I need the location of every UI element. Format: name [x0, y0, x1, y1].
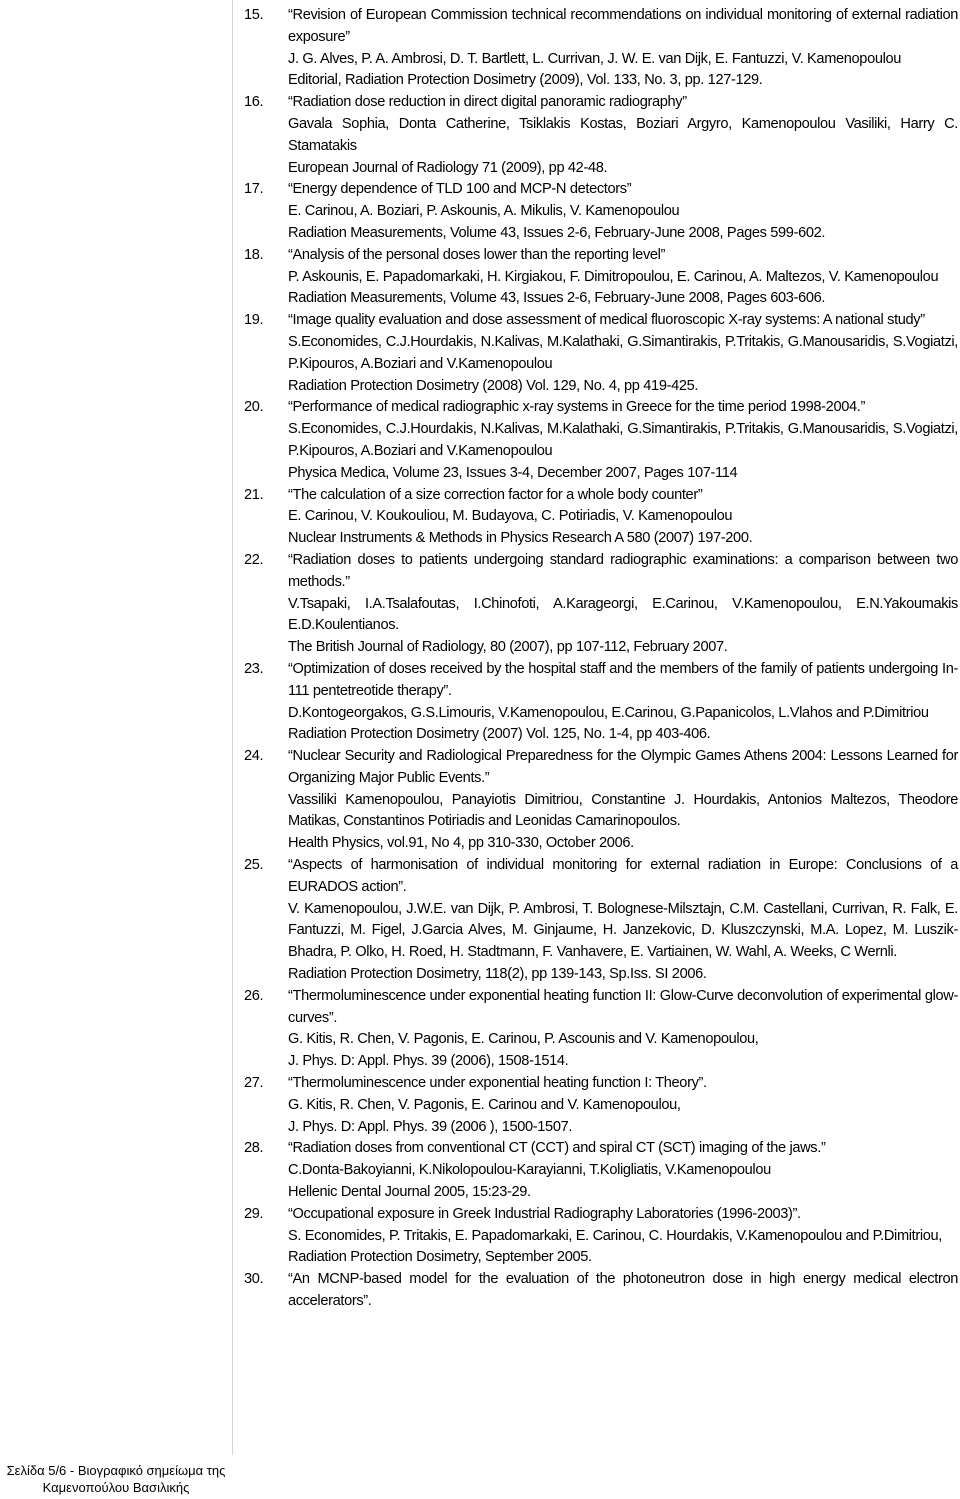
publication-title: “Radiation dose reduction in direct digital panoramic radiography”: [288, 94, 687, 111]
publication-title: “Occupational exposure in Greek Industrial Radiography Laboratories (1996-2003)”.: [288, 1205, 801, 1222]
publication-source: Radiation Protection Dosimetry, September 2005.: [288, 1249, 592, 1266]
page-footer: [0, 1462, 232, 1496]
publication-source: Radiation Protection Dosimetry (2008) Vol. 129, No. 4, pp 419-425.: [288, 377, 699, 394]
publication-authors: S. Economides, P. Tritakis, E. Papadomarkaki, E. Carinou, C. Hourdakis, V.Kamenopoulou and P.Dimitriou,: [288, 1227, 942, 1244]
publication-title: “Performance of medical radiographic x-ray systems in Greece for the time period 1998-2004.”: [288, 399, 865, 416]
publication-item: [244, 746, 958, 855]
publication-number: 25.: [244, 857, 264, 874]
publication-number: 28.: [244, 1140, 264, 1157]
publication-number: 15.: [244, 7, 264, 23]
publication-number: 29.: [244, 1205, 264, 1222]
publication-number: 19.: [244, 312, 264, 329]
publication-source: Radiation Protection Dosimetry (2007) Vol. 125, No. 1-4, pp 403-406.: [288, 726, 711, 743]
publication-item: [244, 1073, 958, 1138]
publication-authors: V. Kamenopoulou, J.W.E. van Dijk, P. Ambrosi, T. Bolognese-Milsztajn, C.M. Castellani, Currivan, R. Falk, E. Fantuzzi, M. Figel, J.Garcia Alves, M. Ginjaume, H. Janzekovic, D. Kluszczynski, M.A. Lopez, M. Luszik-Bhadra, P. Olko, H. Roed, H. Stadtmann, F. Vanhavere, E. Vartiainen, W. Wahl, A. Weeks, C Wernli.: [288, 900, 958, 961]
publication-number: 30.: [244, 1271, 264, 1288]
publication-item: [244, 310, 958, 397]
publication-title: “Thermoluminescence under exponential heating function II: Glow-Curve deconvolution of experimental glow-curves”.: [288, 987, 958, 1026]
publication-item: [244, 855, 958, 986]
publication-source: Health Physics, vol.91, No 4, pp 310-330, October 2006.: [288, 835, 634, 852]
publication-source: Hellenic Dental Journal 2005, 15:23-29.: [288, 1184, 531, 1201]
publication-authors: G. Kitis, R. Chen, V. Pagonis, E. Carinou and V. Kamenopoulou,: [288, 1096, 681, 1113]
publication-number: 20.: [244, 399, 264, 416]
publication-number: 16.: [244, 94, 264, 111]
publication-title: “Analysis of the personal doses lower than the reporting level”: [288, 246, 666, 263]
publication-item: [244, 1204, 958, 1269]
publication-number: 17.: [244, 181, 264, 198]
publication-authors: J. G. Alves, P. A. Ambrosi, D. T. Bartlett, L. Currivan, J. W. E. van Dijk, E. Fantuzzi, V. Kamenopoulou: [288, 50, 902, 67]
publication-authors: S.Economides, C.J.Hourdakis, N.Kalivas, M.Kalathaki, G.Simantirakis, P.Tritakis, G.Manousaridis, S.Vogiatzi, P.Kipouros, A.Boziari and V.Kamenopoulou: [288, 421, 958, 459]
publication-title: “Thermoluminescence under exponential heating function I: Theory”.: [288, 1075, 707, 1092]
publication-title: “The calculation of a size correction factor for a whole body counter”: [288, 486, 703, 503]
publication-source: Physica Medica, Volume 23, Issues 3-4, December 2007, Pages 107-114: [288, 464, 738, 481]
publication-item: [244, 659, 958, 746]
publication-title: “Aspects of harmonisation of individual monitoring for external radiation in Europe: Conclusions of a EURADOS action”.: [288, 857, 958, 895]
publication-number: 22.: [244, 551, 264, 568]
publication-title: “Radiation doses from conventional CT (CCT) and spiral CT (SCT) imaging of the jaws.”: [288, 1140, 826, 1157]
publication-item: [244, 485, 958, 550]
footer-owner-name: Καμενοπούλου Βασιλικής: [42, 1480, 190, 1495]
publication-item: [244, 397, 958, 484]
publication-authors: D.Kontogeorgakos, G.S.Limouris, V.Kamenopoulou, E.Carinou, G.Papanicolos, L.Vlahos and P.Dimitriou: [288, 704, 929, 721]
publication-number: 27.: [244, 1075, 264, 1092]
publication-authors: P. Askounis, E. Papadomarkaki, H. Kirgiakou, F. Dimitropoulou, E. Carinou, A. Maltezos, V. Kamenopoulou: [288, 268, 939, 285]
publication-source: European Journal of Radiology 71 (2009), pp 42-48.: [288, 159, 608, 176]
publication-number: 24.: [244, 748, 264, 765]
publication-title: “Radiation doses to patients undergoing standard radiographic examinations: a comparison between two methods.”: [288, 551, 958, 590]
publication-item: [244, 5, 958, 92]
publication-source: Radiation Measurements, Volume 43, Issues 2-6, February-June 2008, Pages 603-606.: [288, 290, 826, 307]
publication-title: “Optimization of doses received by the hospital staff and the members of the family of patients undergoing In-111 pentetreotide therapy”.: [288, 660, 958, 699]
publication-title: “Nuclear Security and Radiological Preparedness for the Olympic Games Athens 2004: Lessons Learned for Organizing Major Public Events.”: [288, 748, 958, 786]
publication-source: J. Phys. D: Appl. Phys. 39 (2006 ), 1500-1507.: [288, 1118, 573, 1135]
publication-item: [244, 550, 958, 659]
publication-item: [244, 1269, 958, 1313]
publication-item: [244, 92, 958, 179]
publication-title: “Energy dependence of TLD 100 and MCP-N detectors”: [288, 181, 632, 198]
publication-authors: C.Donta-Bakoyianni, K.Nikolopoulou-Karayianni, T.Koligliatis, V.Kamenopoulou: [288, 1162, 771, 1179]
publication-authors: E. Carinou, V. Koukouliou, M. Budayova, C. Potiriadis, V. Kamenopoulou: [288, 508, 733, 525]
publication-authors: S.Economides, C.J.Hourdakis, N.Kalivas, M.Kalathaki, G.Simantirakis, P.Tritakis, G.Manousaridis, S.Vogiatzi, P.Kipouros, A.Boziari and V.Kamenopoulou: [288, 333, 958, 372]
publication-title: “An MCNP-based model for the evaluation of the photoneutron dose in high energy medical electron accelerators”.: [288, 1271, 958, 1310]
publication-list: [244, 5, 958, 1313]
publication-item: [244, 1138, 958, 1203]
publication-authors: V.Tsapaki, I.A.Tsalafoutas, I.Chinofoti, A.Karageorgi, E.Carinou, V.Kamenopoulou, E.N.Yakoumakis E.D.Koulentianos.: [288, 595, 958, 634]
publication-source: Nuclear Instruments & Methods in Physics Research A 580 (2007) 197-200.: [288, 530, 753, 547]
publication-authors: E. Carinou, A. Boziari, P. Askounis, A. Mikulis, V. Kamenopoulou: [288, 203, 680, 220]
publication-item: [244, 986, 958, 1073]
publication-source: J. Phys. D: Appl. Phys. 39 (2006), 1508-1514.: [288, 1053, 569, 1070]
publication-number: 18.: [244, 246, 264, 263]
publication-authors: Vassiliki Kamenopoulou, Panayiotis Dimitriou, Constantine J. Hourdakis, Antonios Maltezos, Theodore Matikas, Constantinos Potiriadis and Leonidas Camarinopoulos.: [288, 791, 958, 830]
publication-number: 21.: [244, 486, 264, 503]
publication-number: 23.: [244, 660, 264, 677]
publication-source: Radiation Measurements, Volume 43, Issues 2-6, February-June 2008, Pages 599-602.: [288, 224, 826, 241]
publication-source: Radiation Protection Dosimetry, 118(2), pp 139-143, Sp.Iss. SI 2006.: [288, 966, 707, 983]
publication-title: “Image quality evaluation and dose assessment of medical fluoroscopic X-ray systems: A national study”: [288, 312, 925, 329]
publication-authors: Gavala Sophia, Donta Catherine, Tsiklakis Kostas, Boziari Argyro, Kamenopoulou Vasiliki, Harry C. Stamatakis: [288, 115, 958, 154]
publication-item: [244, 179, 958, 244]
publication-item: [244, 245, 958, 310]
publication-source: The British Journal of Radiology, 80 (2007), pp 107-112, February 2007.: [288, 639, 728, 656]
publication-authors: G. Kitis, R. Chen, V. Pagonis, E. Carinou, P. Ascounis and V. Kamenopoulou,: [288, 1031, 759, 1048]
publication-source: Editorial, Radiation Protection Dosimetry (2009), Vol. 133, No. 3, pp. 127-129.: [288, 72, 763, 89]
sidebar-divider: [232, 0, 233, 1455]
footer-page-label: Σελίδα 5/6 - Βιογραφικό σημείωμα της: [6, 1463, 226, 1478]
publication-title: “Revision of European Commission technical recommendations on individual monitoring of external radiation exposure”: [288, 7, 958, 45]
publication-number: 26.: [244, 987, 264, 1004]
